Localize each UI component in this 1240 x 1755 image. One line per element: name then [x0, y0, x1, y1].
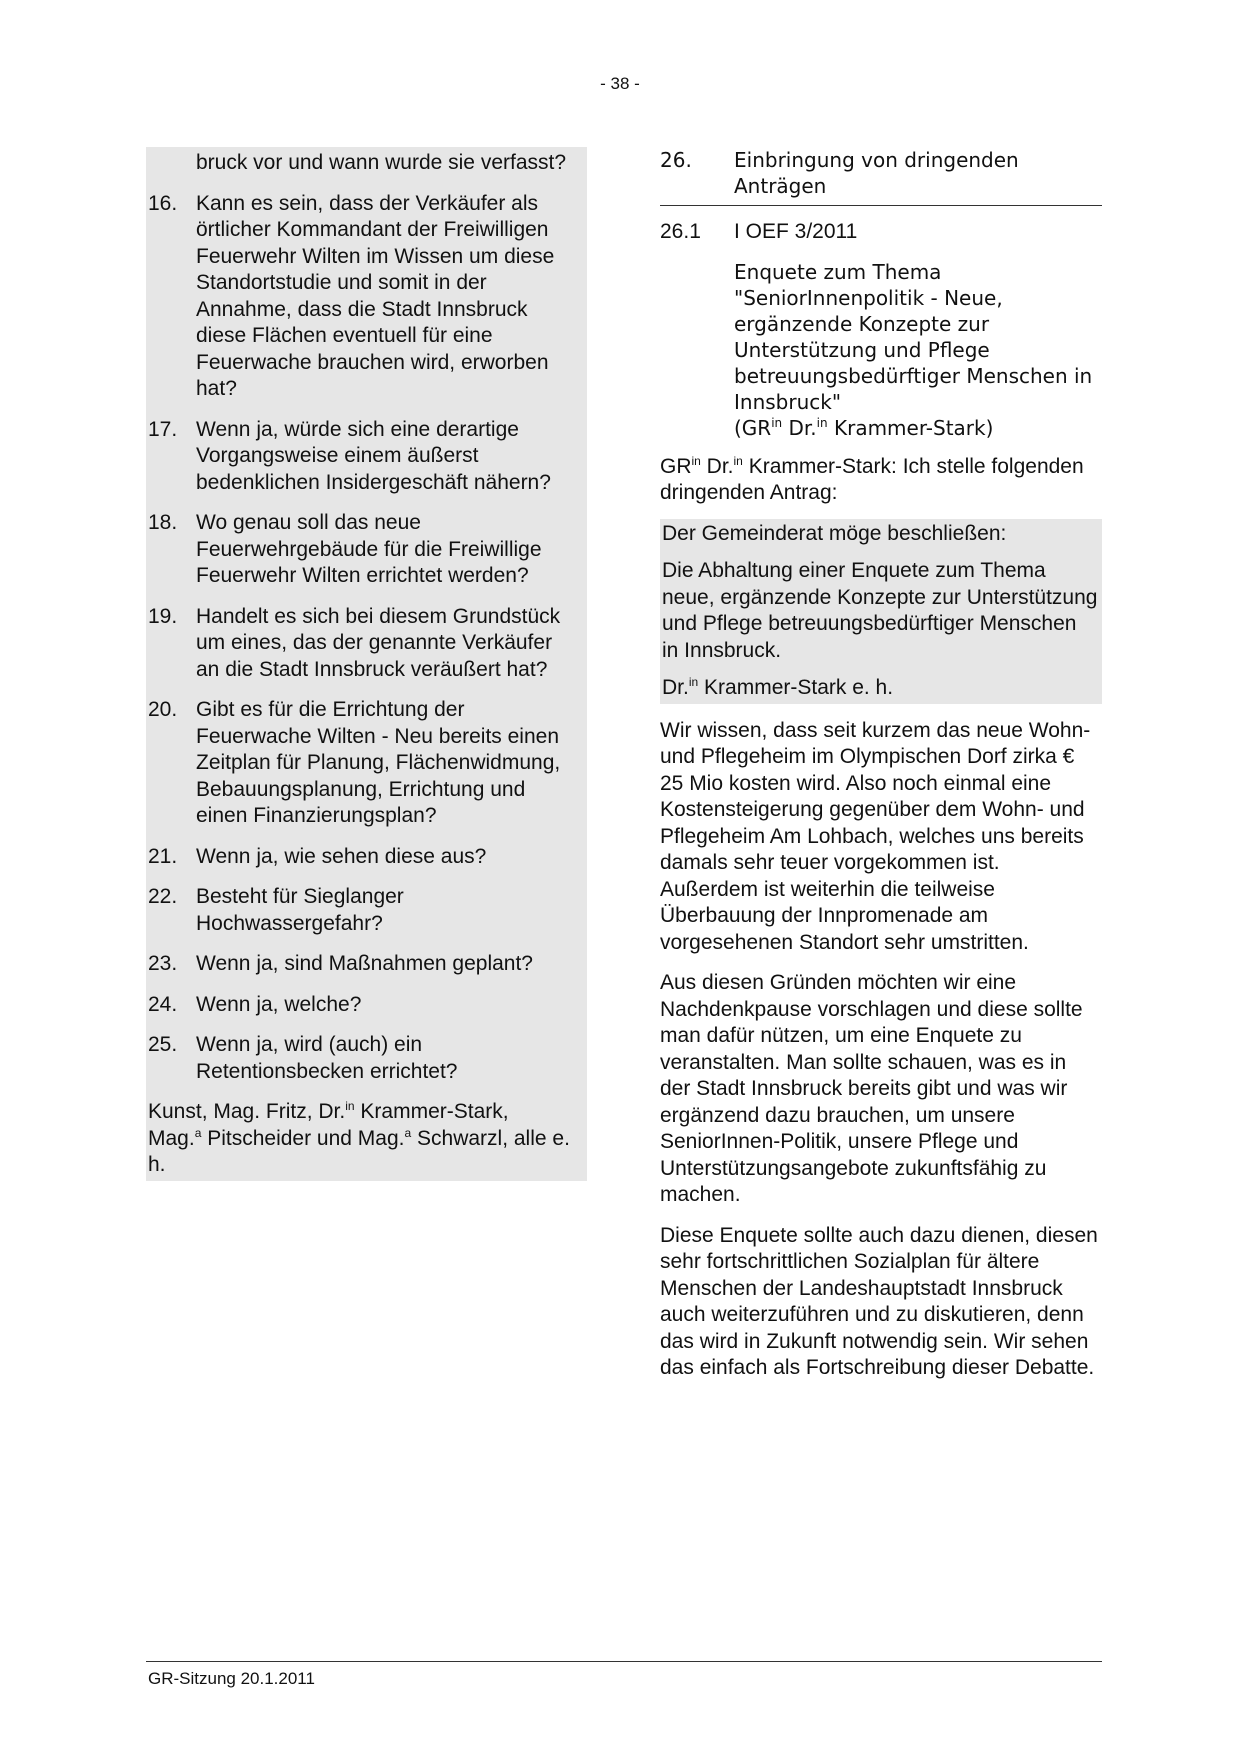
signatories-text: Mag. [148, 1126, 195, 1150]
speaker-intro [660, 454, 1102, 507]
speaker-text: Dr. [700, 454, 734, 478]
question-text: Gibt es für die Errichtung der Feuerwache Wilten - Neu bereits einen Zeitplan für Planung, Flächenwidmung, Bebauungsplanung, Errichtung und einen Finanzierungsplan? [196, 698, 561, 827]
motion-body: Die Abhaltung einer Enquete zum Thema neue, ergänzende Konzepte zur Unterstützung und Pflege betreuungsbedürftiger Menschen in Innsbruck. [662, 559, 1098, 662]
motion-box [660, 519, 1102, 704]
motion-title-text: Enquete zum Thema "SeniorInnenpolitik - Neue, ergänzende Konzepte zur Unterstützung und Pflege betreuungsbedürftiger Menschen in Innsbruck" [734, 259, 1093, 414]
superscript: in [816, 415, 828, 430]
question-text: Wenn ja, welche? [196, 992, 362, 1016]
subsection-number: 26.1 [660, 220, 701, 243]
question-item [146, 510, 587, 590]
motion-intro: Der Gemeinderat möge beschließen: [662, 521, 1007, 545]
question-text: Besteht für Sieglanger Hochwassergefahr? [196, 885, 404, 935]
continuation-text: bruck vor und wann wurde sie verfasst? [196, 151, 567, 174]
question-text: Wenn ja, würde sich eine derartige Vorgangsweise einem äußerst bedenklichen Insidergeschäft nähern? [196, 417, 551, 494]
superscript: in [771, 415, 783, 430]
body-paragraph: Wir wissen, dass seit kurzem das neue Wohn- und Pflegeheim im Olympischen Dorf zirka € 25 Mio kosten wird. Also noch einmal eine Kostensteigerung gegenüber dem Wohn- und Pflegeheim Am Lohbach, welches uns bereits damals sehr teuer vorgekommen ist. Außerdem ist weiterhin die teilweise Überbauung der Innpromenade am vorgesehenen Standort sehr umstritten. [660, 718, 1091, 954]
question-number: 19. [148, 604, 178, 628]
signatories-text: Schwarzl, alle e. h. [148, 1126, 570, 1176]
superscript: in [688, 675, 699, 689]
question-item [146, 191, 587, 403]
body-paragraph: Aus diesen Gründen möchten wir eine Nachdenkpause vorschlagen und diese sollte man dafür nützen, um eine Enquete zu veranstalten. Man sollte schauen, was es in der Stadt Innsbruck bereits gibt und was wir ergänzend dazu brauchen, um unsere SeniorInnen-Politik, unsere Pflege und Unterstützungsangebote zukunftsfähig zu machen. [660, 971, 1083, 1206]
question-item [146, 697, 587, 830]
question-text: Kann es sein, dass der Verkäufer als örtlicher Kommandant der Freiwilligen Feuerwehr Wilten im Wissen um diese Standortstudie und somit in der Annahme, dass die Stadt Innsbruck diese Flächen eventuell für eine Feuerwache brauchen wird, erworben hat? [196, 191, 555, 400]
questions-column [146, 147, 587, 1181]
speaker-text: GR [660, 454, 692, 478]
superscript: in [345, 1099, 355, 1113]
question-item [146, 604, 587, 684]
question-text: Wenn ja, wie sehen diese aus? [196, 844, 487, 868]
question-number: 24. [148, 992, 178, 1016]
question-number: 21. [148, 844, 178, 868]
question-number: 17. [148, 417, 178, 441]
question-list [146, 191, 587, 1086]
footer-divider [146, 1661, 1102, 1662]
motion-author: Dr. [782, 415, 817, 440]
question-item [146, 951, 587, 978]
motion-author: Krammer-Stark) [827, 415, 994, 440]
question-item [146, 417, 587, 497]
question-item [146, 992, 587, 1019]
question-text: Wenn ja, sind Maßnahmen geplant? [196, 952, 533, 975]
page-number: - 38 - [600, 74, 640, 93]
superscript: a [404, 1125, 412, 1140]
subsection-heading [660, 219, 1102, 246]
question-number: 16. [148, 191, 178, 215]
section-heading [660, 147, 1102, 206]
section-title: Einbringung von dringenden Anträgen [734, 148, 1019, 198]
question-item [146, 1032, 587, 1085]
signatories-text: Kunst, Mag. Fritz, Dr. [148, 1100, 346, 1123]
question-text: Wo genau soll das neue Feuerwehrgebäude für die Freiwillige Feuerwehr Wilten errichtet werden? [196, 511, 542, 587]
question-number: 20. [148, 698, 178, 721]
question-number: 23. [148, 952, 178, 975]
question-number: 18. [148, 511, 178, 534]
question-text: Wenn ja, wird (auch) ein Retentionsbecken errichtet? [196, 1033, 458, 1083]
question-text: Handelt es sich bei diesem Grundstück um eines, das der genannte Verkäufer an die Stadt Innsbruck veräußert hat? [196, 604, 561, 681]
motion-title [660, 259, 1102, 441]
question-item [146, 884, 587, 937]
motion-signature-text: Dr. [662, 676, 689, 699]
body-paragraph: Diese Enquete sollte auch dazu dienen, diesen sehr fortschrittlichen Sozialplan für ältere Menschen der Landeshauptstadt Innsbruck auch weiterzuführen und zu diskutieren, denn das wird in Zukunft notwendig sein. Wir sehen das einfach als Fortschreibung dieser Debatte. [660, 1223, 1098, 1379]
superscript: in [733, 453, 743, 468]
superscript: a [194, 1125, 202, 1140]
motion-author: (GR [734, 415, 772, 440]
question-number: 25. [148, 1033, 178, 1056]
motion-column [660, 147, 1102, 1382]
motion-signature-text: Krammer-Stark e. h. [698, 676, 894, 699]
section-number: 26. [660, 148, 692, 172]
superscript: in [691, 453, 701, 468]
signatories [146, 1099, 587, 1179]
motion-signature [662, 675, 1098, 702]
signatories-text: Krammer-Stark, [354, 1100, 509, 1123]
signatories-text: Pitscheider und Mag. [201, 1126, 405, 1150]
question-number: 22. [148, 885, 178, 908]
footer-text: GR-Sitzung 20.1.2011 [148, 1669, 315, 1688]
subsection-title: I OEF 3/2011 [734, 220, 858, 243]
question-item [146, 844, 587, 871]
speaker-text: Krammer-Stark: Ich stelle folgenden dringenden Antrag: [660, 454, 1084, 504]
